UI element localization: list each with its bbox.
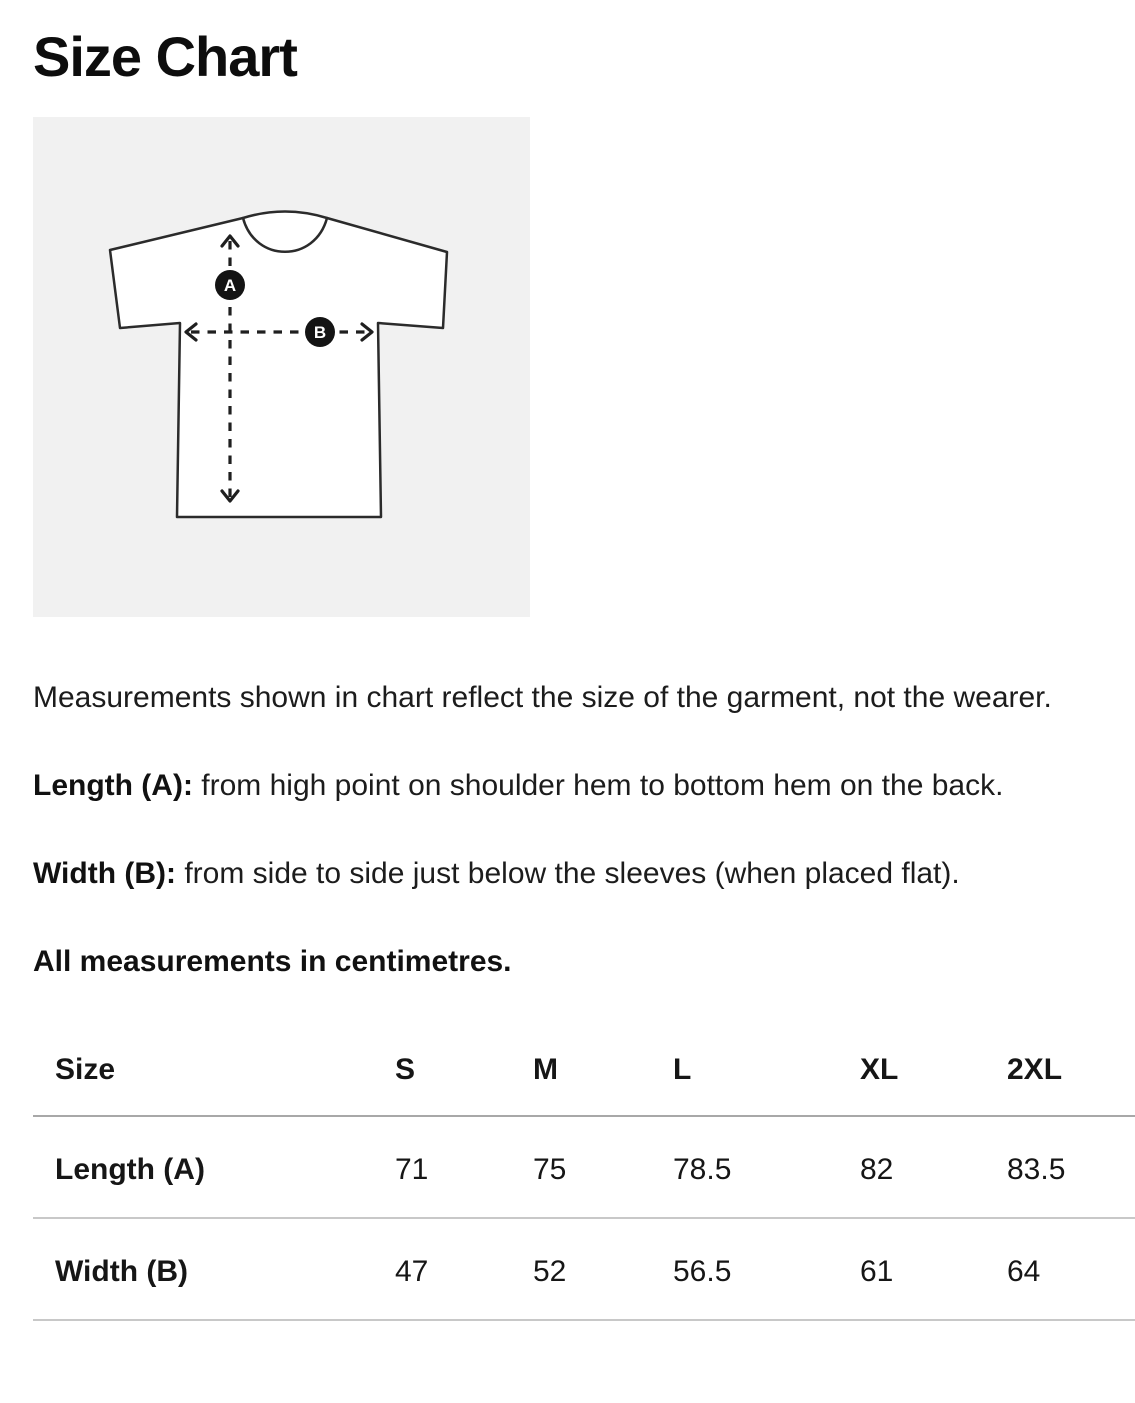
tshirt-diagram-box [33, 117, 530, 617]
column-header-m: M [533, 1031, 673, 1116]
marker-a-label: A [223, 275, 237, 295]
width-value-s: 47 [395, 1218, 533, 1320]
note-text: from side to side just below the sleeves (when placed flat). [176, 856, 960, 890]
column-header-2xl: 2XL [1007, 1031, 1135, 1116]
note-garment-measurements [33, 675, 1102, 721]
note-lead: Length (A): [33, 768, 193, 802]
width-value-2xl: 64 [1007, 1218, 1135, 1320]
length-value-2xl: 83.5 [1007, 1116, 1135, 1218]
note-lead: All measurements in centimetres. [33, 944, 512, 978]
size-table-container [33, 1031, 1135, 1321]
page-title: Size Chart [33, 25, 297, 88]
note-text: Measurements shown in chart reflect the size of the garment, not the wearer. [33, 680, 1052, 714]
width-value-m: 52 [533, 1218, 673, 1320]
row-label-length: Length (A) [33, 1116, 395, 1218]
size-table-header-row [33, 1031, 1135, 1116]
tshirt-measurement-diagram-icon [33, 117, 530, 617]
column-header-xl: XL [860, 1031, 1007, 1116]
column-header-l: L [673, 1031, 860, 1116]
table-row-length [33, 1116, 1135, 1218]
marker-b-label: B [313, 322, 327, 342]
tshirt-outline [110, 211, 447, 517]
note-length-definition [33, 763, 1102, 809]
width-value-l: 56.5 [673, 1218, 860, 1320]
length-value-xl: 82 [860, 1116, 1007, 1218]
length-value-l: 78.5 [673, 1116, 860, 1218]
width-value-xl: 61 [860, 1218, 1007, 1320]
size-table [33, 1031, 1135, 1321]
row-label-width: Width (B) [33, 1218, 395, 1320]
length-value-s: 71 [395, 1116, 533, 1218]
note-units [33, 939, 1102, 985]
column-header-s: S [395, 1031, 533, 1116]
note-lead: Width (B): [33, 856, 176, 890]
column-header-size: Size [33, 1031, 395, 1116]
table-row-width [33, 1218, 1135, 1320]
note-text: from high point on shoulder hem to bottom hem on the back. [192, 768, 1004, 802]
length-value-m: 75 [533, 1116, 673, 1218]
note-width-definition [33, 851, 1102, 897]
